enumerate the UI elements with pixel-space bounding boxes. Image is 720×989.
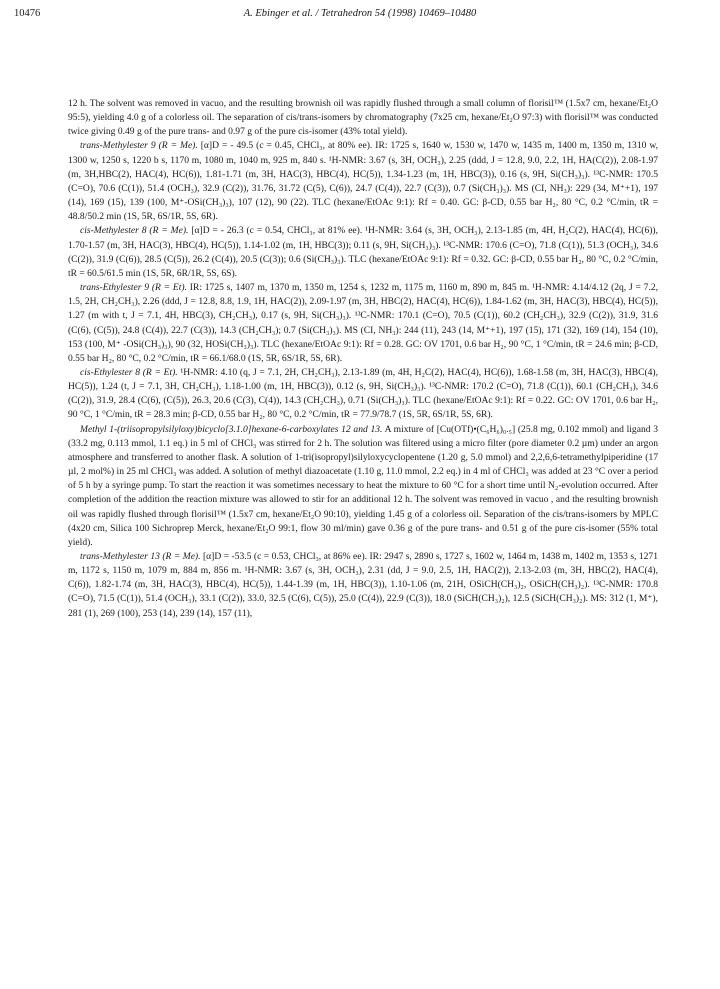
paragraph-text: A mixture of [Cu(OTf)•(C₆H₆)₀.₅] (25.8 mg, 0.102 mmol) and ligand 3 (33.2 mg, 0.113 mmol, 1.1 eq.) in 5 ml of CHCl₃ was stirred for 2 h. The solution was filtered using a micro filter (pore diameter 0.2 µm) under an argon atmosphere and transferred to another flask. A solution of 1-tri(isopropyl)silyloxycyclopentene (1.20 g, 5.0 mmol) and 2,2,6,6-tetramethylpiperidine (17 µl, 2 mol%) in 25 ml CHCl₃ was added. A solution of methyl diazoacetate (1.10 g, 11.0 mmol, 2.2 eq.) in 4 ml of CHCl₃ was added at 23 °C over a period of 5 h by a syringe pump. To start the reaction it was sometimes necessary to heat the mixture to 60 °C for a short time until N₂-evolution occurred. After completion of the addition the reaction mixture was allowed to stir for an additional 12 h. The solvent was removed in vacuo , and the resulting brownish oil was rapidly flushed through florisil™ (1.5x7 cm, hexane/Et₂O 90:10), yielding 1.45 g of a colorless oil. Separation of the cis/trans-isomers by MPLC (4x20 cm, Silica 100 Sichroprep Merck, hexane/Et₂O 99:1, flow 30 ml/min) gave 0.36 g of the pure trans- and 0.51 g of the pure cis-isomer (55% total yield). [68,423,658,548]
paragraph-text: [α]D = - 49.5 (c = 0.45, CHCl₃, at 80% ee). IR: 1725 s, 1640 w, 1530 w, 1470 w, 1435 m, 1400 m, 1350 m, 1310 w, 1300 w, 1250 s, 1220 b s, 1170 m, 1080 m, 1040 m, 925 m, 840 s. ¹H-NMR: 3.67 (s, 3H, OCH₃), 2.25 (ddd, J = 12.8, 9.0, 2.2, 1H, HA(C(2)), 2.08-1.97 (m, 3H,HBC(2), HAC(4), HC(6)), 1.81-1.71 (m, 3H, HAC(3), HBC(4), HC(5)), 1.34-1.23 (m, 1H, HBC(3)), 0.16 (s, 9H, Si(CH₃)₃). ¹³C-NMR: 170.5 (C=O), 70.6 (C(1)), 51.4 (OCH₃), 32.9 (C(2)), 31.76, 31.72 (C(5), C(6)), 24.7 (C(4)), 22.7 (C(3)), 0.7 (Si(CH₃)₃). MS (CI, NH₃): 229 (34, M⁺+1), 197 (14), 169 (15), 139 (100, M⁺-OSi(CH₃)₃), 107 (12), 90 (22). TLC (hexane/EtOAc 9:1): Rf = 0.40. GC: β-CD, 0.55 bar H₂, 80 °C, 0.2 °C/min, tR = 48.8/50.2 min (1S, 5R, 6S/1R, 5S, 6R). [68,140,659,223]
paragraph [68,224,658,281]
paragraph [68,423,658,550]
paragraph-heading: trans-Ethylester 9 (R = Et). [80,282,187,294]
paragraph-text: ¹H-NMR: 4.10 (q, J = 7.1, 2H, CH₂CH₃), 2.13-1.89 (m, 4H, H₂C(2), HAC(4), HC(6)), 1.68-1.58 (m, 3H, HAC(3), HBC(4), HC(5)), 1.24 (t, J = 7.1, 3H, CH₂CH₃), 1.18-1.00 (m, 1H, HBC(3)), 0.12 (s, 9H, Si(CH₃)₃). ¹³C-NMR: 170.2 (C=O), 71.8 (C(1)), 60.1 (CH₂CH₃), 34.6 (C(2)), 31.9, 28.4 (C(6), (C(5)), 26.3, 20.6 (C(3), C(4)), 14.3 (CH₂CH₃), 0.71 (Si(CH₃)₃). TLC (hexane/EtOAc 9:1): Rf = 0.22. GC: OV 1701, 0.6 bar H₂, 90 °C, 1 °C/min, tR = 28.3 min; β-CD, 0.55 bar H₂, 80 °C, 0.2 °C/min, tR = 77.9/78.7 (1S, 5R, 6S/1R, 5S, 6R). [68,366,658,421]
paragraph-heading: trans-Methylester 13 (R = Me). [80,551,201,562]
paragraph-heading: Methyl 1-(triisopropylsilyloxy)bicyclo[3.1.0]hexane-6-carboxylates 12 and 13. [80,423,383,435]
paragraph [68,281,658,366]
paragraph [68,97,658,139]
paragraph-heading: cis-Methylester 8 (R = Me). [80,225,189,237]
paragraph-text: [α]D = - 26.3 (c = 0.54, CHCl₃, at 81% ee). ¹H-NMR: 3.64 (s, 3H, OCH₃), 2.13-1.85 (m, 4H, H₂C(2), HAC(4), HC(6)), 1.70-1.57 (m, 3H, HAC(3), HBC(4), HC(5)), 1.14-1.02 (m, 1H, HBC(3)); 0.11 (s, 9H, Si(CH₃)₃). ¹³C-NMR: 170.6 (C=O), 71.8 (C(1)), 51.3 (OCH₃), 34.6 (C(2)), 31.9 (C(6)), 28.5 (C(5)), 26.2 (C(4)), 20.5 (C(3)); 0.6 (Si(CH₃)₃). TLC (hexane/EtOAc 9:1): Rf = 0.32. GC: β-CD, 0.55 bar H₂, 80 °C, 0.2 °C/min, tR = 60.5/61.5 min (1S, 5R, 6R/1R, 5S, 6S). [68,225,658,279]
page-header [14,8,706,24]
paragraph [68,139,658,224]
paragraph-heading: cis-Ethylester 8 (R = Et). [80,366,178,378]
paragraph-text: [α]D = -53.5 (c = 0.53, CHCl₃, at 86% ee). IR: 2947 s, 2890 s, 1727 s, 1602 w, 1464 m, 1438 m, 1402 m, 1353 s, 1271 m, 1172 s, 1150 m, 1079 m, 884 m, 856 m. ¹H-NMR: 3.67 (s, 3H, OCH₃), 2.31 (dd, J = 9.0, 2.5, 1H, HAC(2)), 2.13-2.03 (m, 3H, HBC(2), HAC(4), C(6)), 1.82-1.74 (m, 3H, HAC(3), HBC(4), HC(5)), 1.44-1.39 (m, 1H, HBC(3)), 1.10-1.06 (m, 21H, OSiCH(CH₃)₂, OSiCH(CH₃)₂). ¹³C-NMR: 170.8 (C=O), 71.5 (C(1)), 51.4 (OCH₃), 33.1 (C(2)), 33.0, 32.5 (C(6), C(5)), 25.0 (C(4)), 22.9 (C(3)), 18.0 (SiCH(CH₃)₂), 12.5 (SiCH(CH₃)₂). MS: 312 (1, M⁺), 281 (1), 269 (100), 253 (14), 239 (14), 157 (11), [68,551,658,619]
page-number: 10476 [14,8,41,19]
paragraph [68,366,658,423]
paragraph-text: 12 h. The solvent was removed in vacuo, and the resulting brownish oil was rapidly flushed through a small column of florisil™ (1.5x7 cm, hexane/Et₂O 95:5), yielding 4.0 g of a colorless oil. The separation of cis/trans-isomers by chromatography (7x25 cm, hexane/Et₂O 97:3) with florisil™ was conducted twice giving 0.49 g of the pure trans- and 0.97 g of the pure cis-isomer (43% total yield). [68,98,658,138]
page-body [68,97,658,621]
paragraph [68,550,658,621]
paragraph-heading: trans-Methylester 9 (R = Me). [80,140,198,152]
paragraph-text: IR: 1725 s, 1407 m, 1370 m, 1350 m, 1254 s, 1232 m, 1175 m, 1160 m, 890 m, 845 m. ¹H-NMR: 4.14/4.12 (2q, J = 7.2, 1.5, 2H, CH₂CH₃), 2.26 (ddd, J = 12.8, 8.8, 1.9, 1H, HAC(2)), 2.09-1.97 (m, 3H, HBC(2), HAC(4), HC(6)), 1.84-1.62 (m, 3H, HAC(3), HBC(4), HC(5)), 1.27 (m with t, J = 7.1, 4H, HBC(3), CH₂CH₃), 0.17 (s, 9H, Si(CH₃)₃). ¹³C-NMR: 170.1 (C=O), 70.5 (C(1)), 60.2 (CH₂CH₃), 32.9 (C(2)), 31.9, 31.6 (C(6), (C(5)), 24.8 (C(4)), 22.7 (C(3)), 14.3 (CH₂CH₃); 0.7 (Si(CH₃)₃). MS (CI, NH₃): 244 (11), 243 (14, M⁺+1), 197 (15), 171 (32), 169 (14), 154 (10), 153 (100, M⁺ -OSi(CH₃)₃), 90 (32, HOSi(CH₃)₃). TLC (hexane/EtOAc 9:1): Rf = 0.28. GC: OV 1701, 0.6 bar H₂, 90 °C, 1 °C/min, tR = 24.6 min; β-CD, 0.55 bar H₂, 80 °C, 0.2 °C/min, tR = 66.1/68.0 (1S, 5R, 6S/1R, 5S, 6R). [68,282,658,364]
running-title: A. Ebinger et al. / Tetrahedron 54 (1998) 10469–10480 [243,8,477,19]
